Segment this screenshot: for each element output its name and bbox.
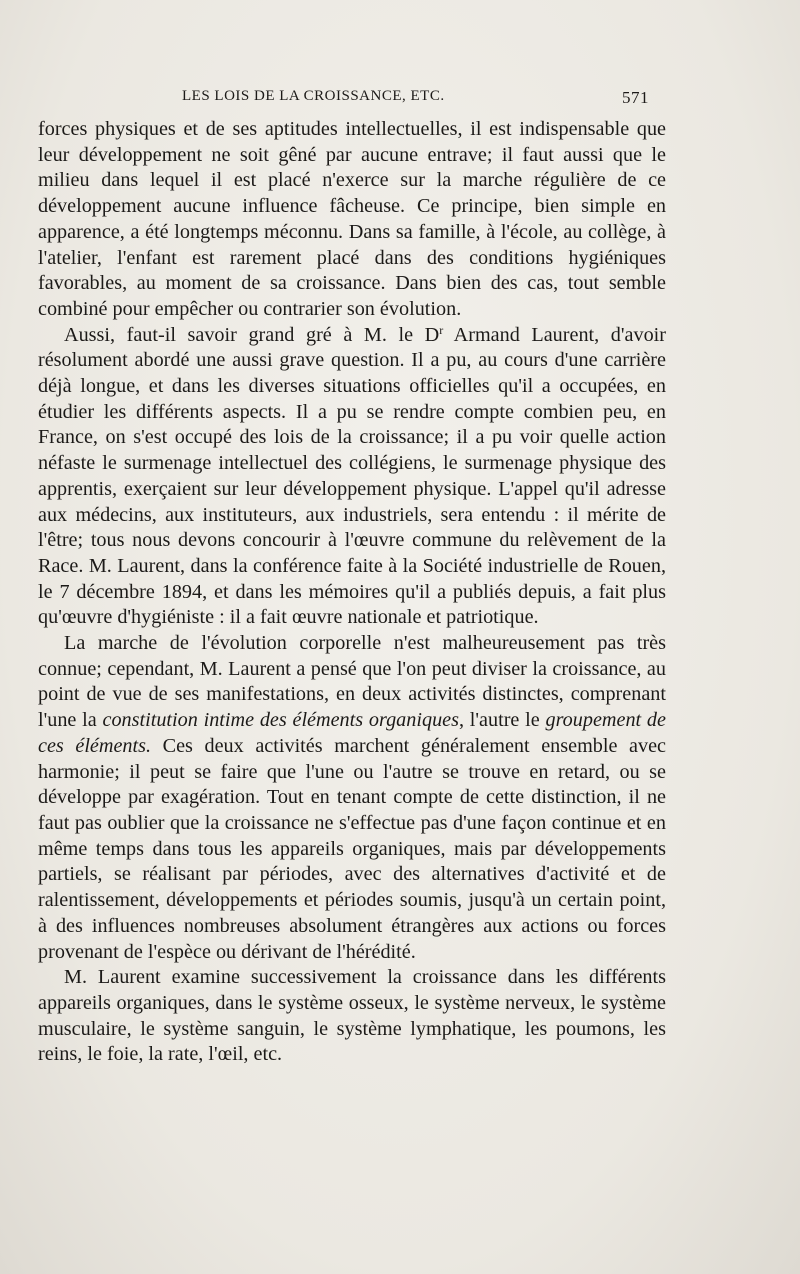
paragraph-1: forces physiques et de ses aptitudes intellectuelles, il est indispensable que leur développement ne soit gêné par aucune entrave; il faut aussi que le milieu dans lequel il est placé n'exerce sur la marche régulière de ce développement aucune influence fâcheuse. Ce principe, bien simple en apparence, a été longtemps méconnu. Dans sa famille, à l'école, au collège, à l'atelier, l'enfant est rarement placé dans des conditions hygiéniques favorables, au moment de sa croissance. Dans bien des cas, tout semble combiné pour empêcher ou contrarier son évolution. <box>38 118 666 320</box>
body-text <box>38 117 666 1068</box>
paragraph-3-part-2: , l'autre le <box>458 709 546 732</box>
page-header <box>182 88 682 112</box>
running-title: LES LOIS DE LA CROISSANCE, ETC. <box>182 88 445 104</box>
paragraph-4: M. Laurent examine successivement la croissance dans les différents appareils organiques, dans le système osseux, le système nerveux, le système musculaire, le système sanguin, le système lymphatique, les poumons, les reins, le foie, la rate, l'œil, etc. <box>38 966 666 1066</box>
italic-constitution-intime: constitution intime des éléments organiques <box>102 709 459 732</box>
paragraph-2-part-1: Aussi, faut-il savoir grand gré à M. le D <box>64 323 440 346</box>
page-number: 571 <box>622 88 649 107</box>
italic-groupement: groupement de ces éléments. <box>38 709 666 757</box>
paragraph-2 <box>38 323 666 631</box>
paragraph-3-part-1: La marche de l'évolution corporelle n'est malheureusement pas très connue; cependant, M. Laurent a pensé que l'on peut diviser la croissance, au point de vue de ses manifestations, en deux activités distinctes, comprenant l'une la <box>38 632 666 732</box>
doctor-abbrev-superscript: r <box>439 322 444 337</box>
paragraph-2-part-2: Armand Laurent, d'avoir résolument abordé une aussi grave question. Il a pu, au cours d'une carrière déjà longue, et dans les diverses situations officielles qu'il a occupées, en étudier les différents aspects. Il a pu se rendre compte combien peu, en France, on s'est occupé des lois de la croissance; il a pu voir quelle action néfaste le surmenage intellectuel des collégiens, le surmenage physique des apprentis, exerçaient sur leur développement physique. L'appel qu'il adresse aux médecins, aux instituteurs, aux industriels, sera entendu : il mérite de l'être; tous nous devons concourir à l'œuvre commune du relèvement de la Race. M. Laurent, dans la conférence faite à la Société industrielle de Rouen, le 7 décembre 1894, et dans les mémoires qu'il a publiés depuis, a fait plus qu'œuvre d'hygiéniste : il a fait œuvre nationale et patriotique. <box>38 323 666 629</box>
paragraph-3 <box>38 631 666 965</box>
paragraph-3-part-3: Ces deux activités marchent généralement ensemble avec harmonie; il peut se faire que l'une ou l'autre se trouve en retard, ou se développe par exagération. Tout en tenant compte de cette distinction, il ne faut pas oublier que la croissance ne s'effectue pas d'une façon continue et en même temps dans tous les appareils organiques, mais par développements partiels, se réalisant par périodes, avec des alternatives d'activité et de ralentissement, développements et périodes soumis, jusqu'à un certain point, à des influences nombreuses absolument étrangères aux actions ou forces provenant de l'espèce ou dérivant de l'hérédité. <box>38 734 666 963</box>
